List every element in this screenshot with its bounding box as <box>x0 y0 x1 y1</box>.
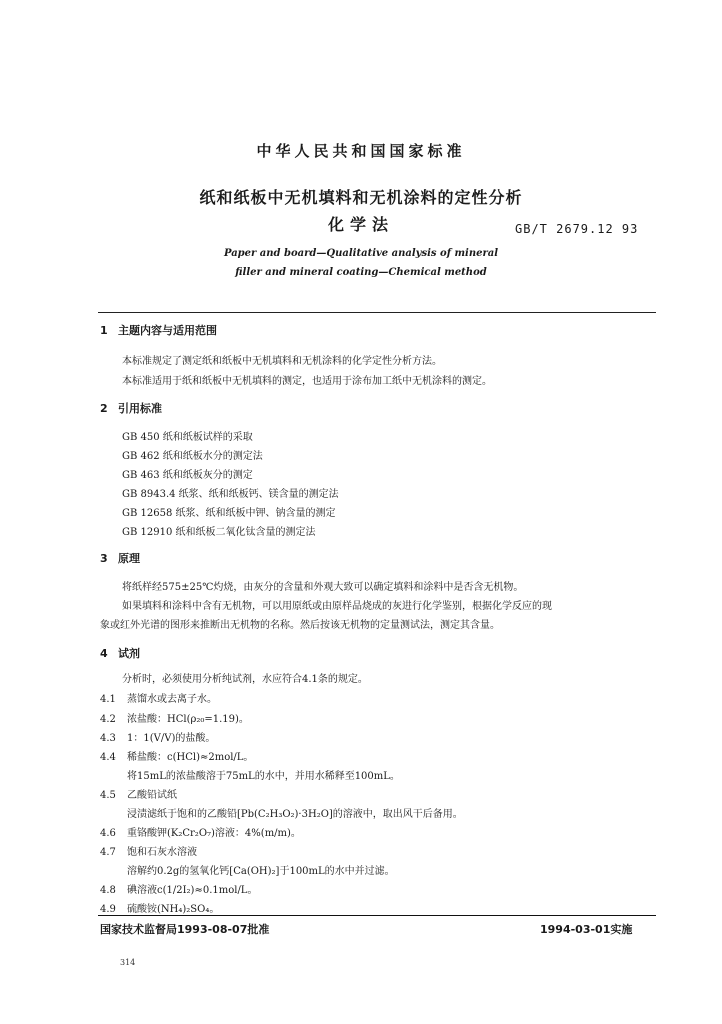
item-number: 4.8 <box>100 885 116 896</box>
reference-item: GB 8943.4 纸浆、纸和纸板钙、镁含量的测定法 <box>122 489 339 500</box>
section-1-paragraph-2: 本标准适用于纸和纸板中无机填料的测定，也适用于涂布加工纸中无机涂料的测定。 <box>122 376 492 387</box>
item-text: 浓盐酸：HCl(ρ₂₀=1.19)。 <box>127 714 249 725</box>
item-number: 4.9 <box>100 904 116 915</box>
page-number: 314 <box>120 958 136 967</box>
item-text: 1：1(V/V)的盐酸。 <box>127 733 216 744</box>
section-number: 1 <box>100 324 108 337</box>
reagent-item <box>100 824 301 839</box>
reagent-item-note <box>100 767 400 782</box>
item-text: 溶解约0.2g的氢氧化钙[Ca(OH)₂]于100mL的水中并过滤。 <box>127 866 395 877</box>
section-1-paragraph-1: 本标准规定了测定纸和纸板中无机填料和无机涂料的化学定性分析方法。 <box>122 356 442 367</box>
item-text: 蒸馏水或去离子水。 <box>127 694 217 705</box>
title-en-line1: Paper and board—Qualitative analysis of mineral <box>223 248 499 259</box>
section-title: 主题内容与适用范围 <box>118 324 217 337</box>
reference-item: GB 12910 纸和纸板二氧化钛含量的测定法 <box>122 527 316 538</box>
footer-divider <box>98 915 656 916</box>
reagent-item <box>100 881 257 896</box>
section-3-heading <box>100 550 140 566</box>
section-title: 试剂 <box>118 647 140 660</box>
section-title: 引用标准 <box>118 402 162 415</box>
item-text: 硫酸铵(NH₄)₂SO₄。 <box>127 904 220 915</box>
item-number: 4.2 <box>100 714 116 725</box>
item-text: 重铬酸钾(K₂Cr₂O₇)溶液：4%(m/m)。 <box>127 828 301 839</box>
standard-org-header: 中华人民共和国国家标准 <box>256 142 466 160</box>
section-3-paragraph-1: 将纸样经575±25℃灼烧，由灰分的含量和外观大致可以确定填料和涂料中是否含无机物。 <box>122 582 524 593</box>
implementation-date: 1994-03-01实施 <box>540 923 633 936</box>
item-text: 碘溶液c(1/2I₂)≈0.1mol/L。 <box>127 885 258 896</box>
reagent-item <box>100 729 215 744</box>
section-1-heading <box>100 322 217 338</box>
section-3-paragraph-2a: 如果填料和涂料中含有无机物，可以用原纸或由原样品烧成的灰进行化学鉴别，根据化学反应的现 <box>122 601 552 612</box>
item-number: 4.3 <box>100 733 116 744</box>
section-number: 4 <box>100 647 108 660</box>
item-text: 饱和石灰水溶液 <box>127 847 197 858</box>
header-divider <box>98 312 656 313</box>
reagent-item <box>100 900 219 915</box>
standard-number: GB/T 2679.12 93 <box>515 222 639 236</box>
section-4-intro: 分析时，必须使用分析纯试剂，水应符合4.1条的规定。 <box>122 674 368 685</box>
reagent-item-note <box>100 805 463 820</box>
title-en-line2: filler and mineral coating—Chemical method <box>235 267 487 278</box>
item-number: 4.5 <box>100 790 116 801</box>
item-text: 稀盐酸：c(HCl)≈2mol/L。 <box>127 752 254 763</box>
reagent-item <box>100 786 177 801</box>
reagent-item-note <box>100 862 395 877</box>
item-number: 4.7 <box>100 847 116 858</box>
item-text: 浸渍滤纸于饱和的乙酸铅[Pb(C₂H₃O₂)·3H₂O]的溶液中，取出风干后备用。 <box>127 809 463 820</box>
section-3-paragraph-2b: 象或红外光谱的图形来推断出无机物的名称。然后按该无机物的定量测试法，测定其含量。 <box>100 620 500 631</box>
section-number: 3 <box>100 552 108 565</box>
item-number: 4.1 <box>100 694 116 705</box>
reference-item: GB 462 纸和纸板水分的测定法 <box>122 451 263 462</box>
title-cn-line1: 纸和纸板中无机填料和无机涂料的定性分析 <box>199 188 523 207</box>
reagent-item <box>100 748 253 763</box>
section-title: 原理 <box>118 552 140 565</box>
approval-date: 国家技术监督局1993-08-07批准 <box>100 923 270 936</box>
reference-item: GB 450 纸和纸板试样的采取 <box>122 432 253 443</box>
reagent-item <box>100 843 197 858</box>
item-number: 4.4 <box>100 752 116 763</box>
reagent-item <box>100 710 249 725</box>
section-2-heading <box>100 400 162 416</box>
section-4-heading <box>100 645 140 661</box>
reagent-item <box>100 690 217 705</box>
title-cn-line2: 化学法 <box>327 215 394 234</box>
section-number: 2 <box>100 402 108 415</box>
reference-item: GB 463 纸和纸板灰分的测定 <box>122 470 253 481</box>
item-text: 将15mL的浓盐酸溶于75mL的水中，并用水稀释至100mL。 <box>127 771 400 782</box>
item-text: 乙酸铅试纸 <box>127 790 177 801</box>
item-number: 4.6 <box>100 828 116 839</box>
reference-item: GB 12658 纸浆、纸和纸板中钾、钠含量的测定 <box>122 508 336 519</box>
